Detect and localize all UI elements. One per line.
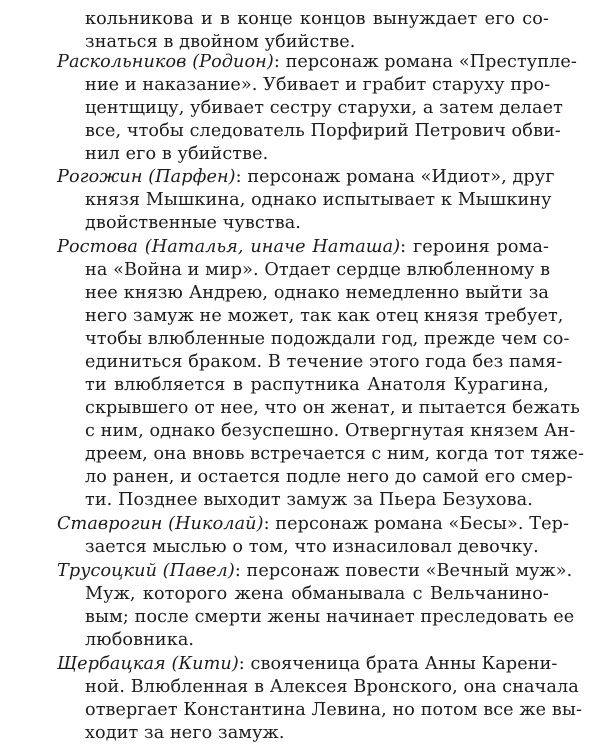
entry-line: князя Мышкина, однако испытывает к Мышкину [85,189,552,210]
entry-line: кольникова и в конце концов вынуждает его со- [85,9,549,29]
entry-line: чтобы влюбленные подождали год, прежде чем со- [85,328,570,349]
character-name: Рогожин (Парфен) [57,166,236,187]
entry-line: любовника. [85,630,195,650]
character-name: Ростова (Наталья, иначе Наташа) [57,236,401,257]
entry-line: : персонаж романа «Идиот», друг [235,166,555,187]
entry-line: с ним, однако безуспешно. Отвергнутая князем Ан- [85,420,576,441]
entry-line: нее князю Андрею, однако немедленно выйти за [85,282,549,303]
entry-line: двойственные чувства. [85,212,301,233]
character-name: Ставрогин (Николай) [57,513,264,534]
entry-line: : свояченица брата Анны Карени- [238,653,558,674]
entry-line: Муж, которого жена обманывала с Вельчанино- [85,583,549,604]
entry-line: на «Война и мир». Отдает сердце влюбленному в [85,259,551,280]
entry-line: него замуж не может, так как отец князя требует, [85,305,564,326]
entry-line: центщицу, убивает сестру старухи, а затем делает [85,97,563,118]
entry-line: : персонаж романа «Бесы». Тер- [263,513,570,534]
entry-line: : персонаж повести «Вечный муж». [234,560,573,581]
entry-line: дреем, она вновь встречается с ним, когда тот тяже- [85,444,585,464]
entry-line: вым; после смерти жены начинает преследовать ее [85,607,575,627]
character-name: Трусоцкий (Павел) [57,560,235,581]
entry-line: ти влюбляется в распутника Анатоля Курагина, [85,374,549,395]
entry-line: : героиня рома- [400,236,549,257]
entry-first-line [57,49,577,75]
entry-line: скрывшего от нее, что он женат, и пытается бежать [85,397,580,418]
entry-line: ходит за него замуж. [85,723,285,743]
entry-line: зается мыслью о том, что изнасиловал девочку. [85,537,539,557]
entry-line: ти. Позднее выходит замуж за Пьера Безухова. [85,490,533,510]
entry-line: ло ранен, и остается подле него до самой его смер- [85,467,573,487]
entry-first-line [57,511,570,537]
entry-line: ние и наказание». Убивает и грабит старуху про- [85,74,551,95]
entry-line: все, чтобы следователь Порфирий Петрович обви- [85,120,561,141]
character-name: Раскольников (Родион) [57,51,274,72]
entry-line: нил его в убийстве. [85,143,269,164]
entry-line: единиться браком. В течение этого года без памя- [85,351,563,372]
entry-line: знаться в двойном убийстве. [85,32,356,52]
entry-line: ной. Влюбленная в Алексея Вронского, она сначала [85,676,579,697]
entry-line: : персонаж романа «Преступле- [273,51,577,72]
character-name: Щербацкая (Кити) [57,653,239,674]
entry-line: отвергает Константина Левина, но потом все же вы- [85,700,583,720]
